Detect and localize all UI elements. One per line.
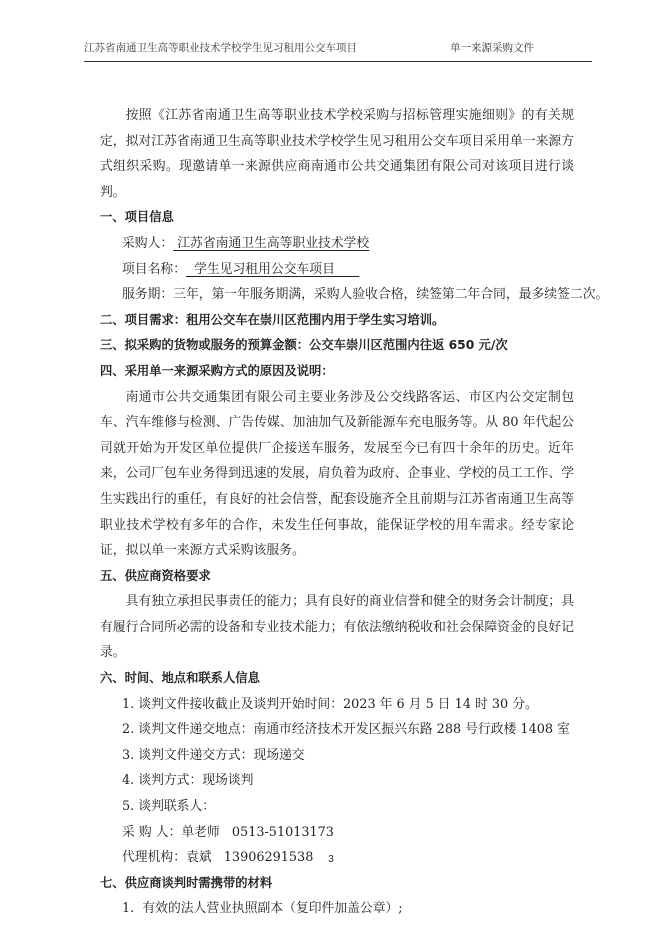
section-4-heading: 四、采用单一来源采购方式的原因及说明： xyxy=(100,363,334,378)
page-number: 3 xyxy=(328,854,334,865)
header-project-title: 江苏省南通卫生高等职业技术学校学生见习租用公交车项目 xyxy=(84,42,357,54)
section-5-heading: 五、供应商资格要求 xyxy=(100,568,211,583)
buyer-label: 采购人： xyxy=(122,235,174,251)
project-name-value: 学生见习租用公交车项目 xyxy=(185,261,360,277)
page-header xyxy=(84,40,592,62)
section-7-heading: 七、供应商谈判时需携带的材料 xyxy=(100,875,273,890)
list-item: 1. 有效的法人营业执照副本（复印件加盖公章）; xyxy=(122,901,403,917)
document-body xyxy=(100,103,609,922)
service-period: 服务期：三年，第一年服务期满，采购人验收合格，续签第二年合同，最多续签二次。 xyxy=(122,287,609,303)
contact-buyer: 采 购 人：单老师 0513-51013173 xyxy=(122,824,334,840)
list-item: 4. 谈判方式：现场谈判 xyxy=(122,773,254,789)
list-item: 2. 谈判文件递交地点：南通市经济技术开发区振兴东路 288 号行政楼 1408 室 xyxy=(122,722,570,738)
header-doc-type: 单一来源采购文件 xyxy=(450,42,534,54)
list-item: 3. 谈判文件递交方式：现场递交 xyxy=(122,747,305,763)
section-2-heading: 二、项目需求：租用公交车在崇川区范围内用于学生实习培训。 xyxy=(100,312,445,327)
project-name-line xyxy=(100,257,574,283)
list-item: 5. 谈判联系人： xyxy=(122,799,216,815)
list-item: 1. 谈判文件接收截止及谈判开始时间：2023 年 6 月 5 日 14 时 30 分。 xyxy=(122,696,538,712)
section-6-heading: 六、时间、地点和联系人信息 xyxy=(100,671,260,686)
project-name-label: 项目名称： xyxy=(122,261,186,277)
buyer-value: 江苏省南通卫生高等职业技术学校 xyxy=(173,235,370,251)
buyer-line xyxy=(100,231,574,257)
section-1-heading: 一、项目信息 xyxy=(100,210,174,225)
section-5-text: 具有独立承担民事责任的能力；具有良好的商业信誉和健全的财务会计制度；具有履行合同所必需的设备和专业技术能力；有依法缴纳税收和社会保障资金的良好记录。 xyxy=(100,594,574,661)
intro-paragraph: 按照《江苏省南通卫生高等职业技术学校采购与招标管理实施细则》的有关规定，拟对江苏省南通卫生高等职业技术学校学生见习租用公交车项目采用单一来源方式组织采购。现邀请单一来源供应商南通市公共交通集团有限公司对该项目进行谈判。 xyxy=(100,108,574,200)
section-4-text: 南通市公共交通集团有限公司主要业务涉及公交线路客运、市区内公交定制包车、汽车维修与检测、广告传媒、加油加气及新能源车充电服务等。从 80 年代起公司就开始为开发区单位提供厂企接送车服务，发展至今已有四十余年的历史。近年来，公司厂包车业务得到迅速的发展，肩负着为政府、企事业、学校的员工工作、学生实践出行的重任，有良好的社会信誉，配套设施齐全且前期与江苏省南通卫生高等职业技术学校有多年的合作，未发生任何事故，能保证学校的用车需求。经专家论证，拟以单一来源方式采购该服务。 xyxy=(100,389,574,559)
contact-agent: 代理机构：袁斌 13906291538 xyxy=(122,850,314,866)
section-3-heading: 三、拟采购的货物或服务的预算金额：公交车崇川区范围内往返 650 元/次 xyxy=(100,338,508,353)
